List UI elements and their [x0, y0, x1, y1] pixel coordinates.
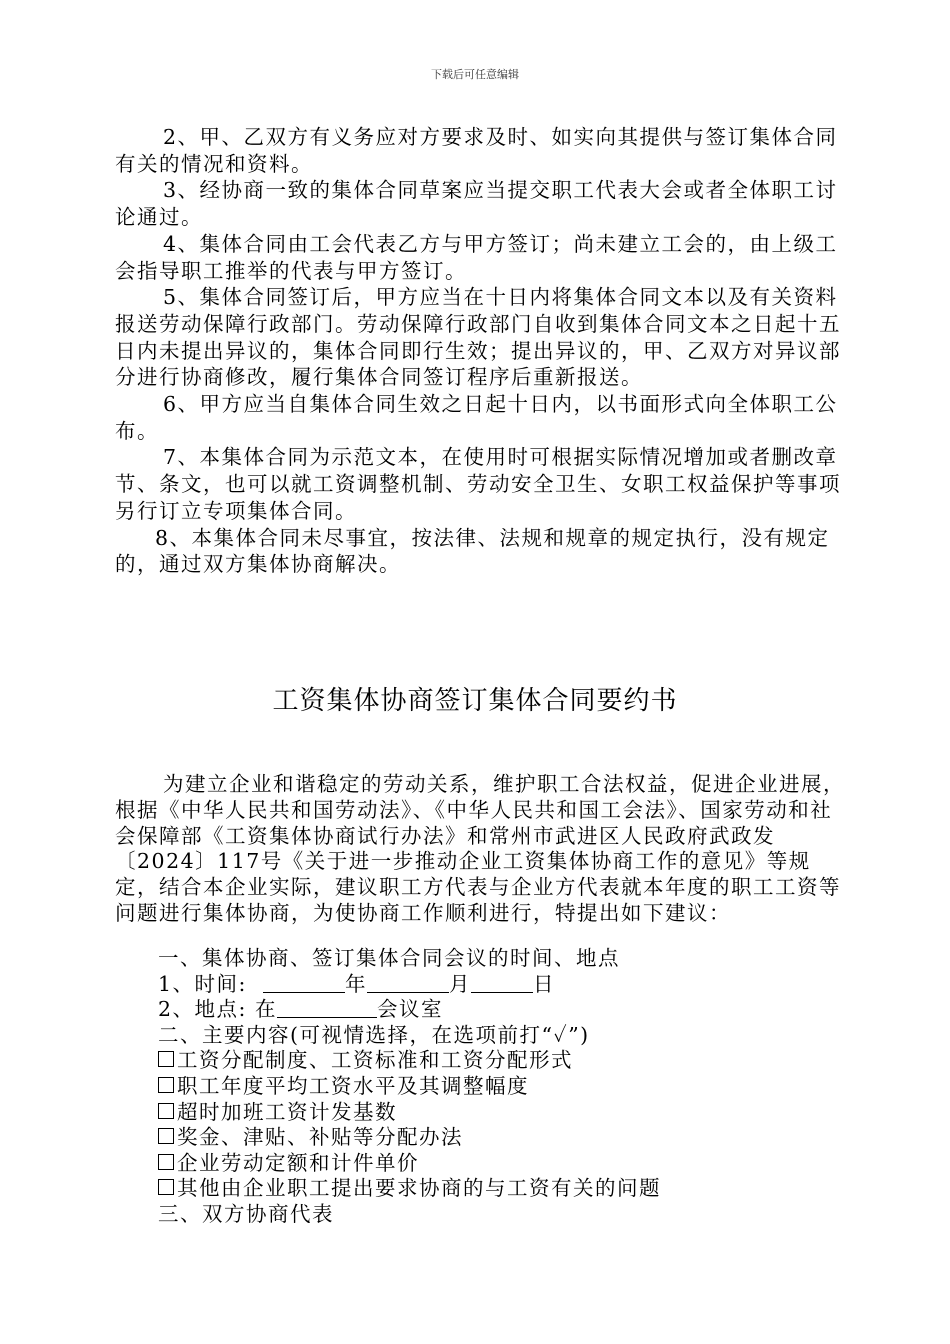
clause-2: 2、甲、乙双方有义务应对方要求及时、如实向其提供与签订集体合同有关的情况和资料。 [115, 125, 838, 176]
option-row [158, 1151, 858, 1177]
meeting-room-label: 会议室 [376, 997, 443, 1022]
option-row [158, 1176, 858, 1202]
section-2-heading: 二、主要内容(可视情选择，在选项前打“✓”) [158, 1022, 590, 1047]
checkbox[interactable] [158, 1103, 174, 1119]
checkbox[interactable] [158, 1051, 174, 1067]
option-row [158, 1125, 858, 1151]
time-row [158, 972, 858, 998]
proposal-intro: 为建立企业和谐稳定的劳动关系，维护职工合法权益，促进企业进展，根据《中华人民共和国劳动法》、《中华人民共和国工会法》、国家劳动和社会保障部《工资集体协商试行办法》和常州市武进区人民政府武政发〔2024〕117号《关于进一步推动企业工资集体协商工作的意见》等规定，结合本企业实际，建议职工方代表与企业方代表就本年度的职工工资等问题进行集体协商，为使协商工作顺利进行，特提出如下建议： [115, 772, 845, 925]
checkbox[interactable] [158, 1077, 174, 1093]
month-blank[interactable] [367, 972, 449, 993]
time-label: 1、时间: [158, 971, 247, 996]
month-label: 月 [448, 971, 471, 996]
place-row [158, 997, 858, 1023]
clause-4: 4、集体合同由工会代表乙方与甲方签订；尚未建立工会的，由上级工会指导职工推举的代表与甲方签订。 [115, 231, 838, 283]
place-blank[interactable] [277, 997, 377, 1018]
clause-3: 3、经协商一致的集体合同草案应当提交职工代表大会或者全体职工讨论通过。 [115, 178, 838, 230]
year-label: 年 [344, 971, 367, 996]
option-label: 工资分配制度、工资标准和工资分配形式 [177, 1048, 573, 1073]
clause-6: 6、甲方应当自集体合同生效之日起十日内，以书面形式向全体职工公布。 [115, 392, 838, 443]
option-label: 其他由企业职工提出要求协商的与工资有关的问题 [177, 1176, 661, 1201]
year-blank[interactable] [263, 972, 345, 993]
option-label: 企业劳动定额和计件单价 [177, 1150, 419, 1175]
proposal-list [158, 946, 858, 1228]
section-3-heading: 三、双方协商代表 [158, 1201, 334, 1226]
contract-clauses [115, 124, 845, 578]
section-1-heading: 一、集体协商、签订集体合同会议的时间、地点 [158, 946, 620, 970]
clause-7: 7、本集体合同为示范文本，在使用时可根据实际情况增加或者删改章节、条文，也可以就工资调整机制、劳动安全卫生、女职工权益保护等事项另行订立专项集体合同。 [115, 445, 841, 523]
option-row [158, 1074, 858, 1100]
proposal-title: 工资集体协商签订集体合同要约书 [272, 686, 678, 716]
option-label: 超时加班工资计发基数 [177, 1099, 397, 1124]
day-label: 日 [532, 971, 555, 996]
option-row [158, 1100, 858, 1126]
checkbox[interactable] [158, 1128, 174, 1144]
place-label: 2、地点: 在 [158, 997, 277, 1022]
option-label: 奖金、津贴、补贴等分配办法 [177, 1125, 463, 1150]
checkbox[interactable] [158, 1179, 174, 1195]
option-label: 职工年度平均工资水平及其调整幅度 [177, 1073, 529, 1098]
checkbox[interactable] [158, 1154, 174, 1170]
option-row [158, 1048, 858, 1074]
day-blank[interactable] [471, 972, 533, 993]
clause-5: 5、集体合同签订后，甲方应当在十日内将集体合同文本以及有关资料报送劳动保障行政部门。劳动保障行政部门自收到集体合同文本之日起十五日内未提出异议的，集体合同即行生效；提出异议的，甲、乙双方对异议部分进行协商修改，履行集体合同签订程序后重新报送。 [115, 285, 841, 390]
clause-8: 8、本集体合同未尽事宜，按法律、法规和规章的规定执行，没有规定的，通过双方集体协商解决。 [115, 525, 830, 577]
proposal-intro-block [115, 772, 845, 927]
header-note: 下载后可任意编辑 [431, 68, 519, 81]
